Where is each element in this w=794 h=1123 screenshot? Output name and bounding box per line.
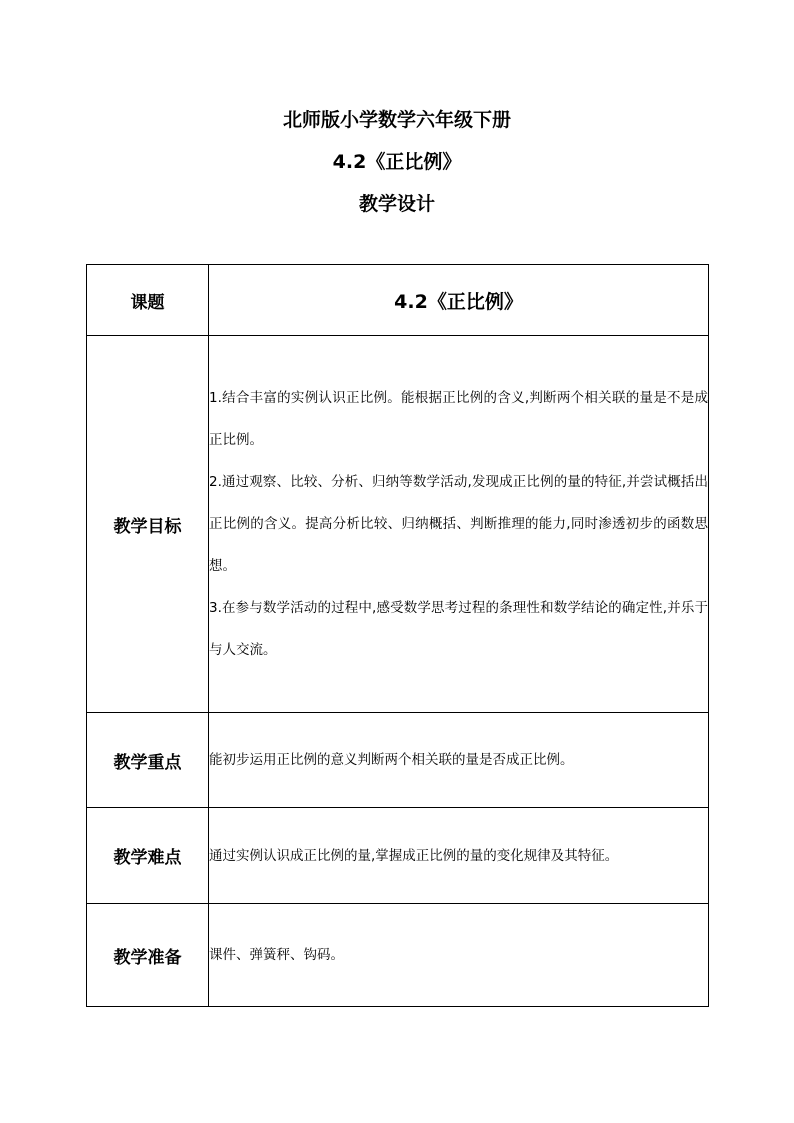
objective-item-2: 2.通过观察、比较、分析、归纳等数学活动,发现成正比例的量的特征,并尝试概括出正比例的含义。提高分析比较、归纳概括、判断推理的能力,同时渗透初步的函数思想。 (209, 474, 708, 574)
objectives-content (209, 336, 709, 713)
preparation-label: 教学准备 (87, 904, 209, 1007)
key-points-value: 能初步运用正比例的意义判断两个相关联的量是否成正比例。 (209, 713, 709, 808)
objective-item-1: 1.结合丰富的实例认识正比例。能根据正比例的含义,判断两个相关联的量是不是成正比例。 (209, 390, 708, 448)
objective-item-3: 3.在参与数学活动的过程中,感受数学思考过程的条理性和数学结论的确定性,并乐于与人交流。 (209, 600, 708, 658)
table-row-objectives (87, 336, 709, 713)
table-row-preparation (87, 904, 709, 1007)
topic-value: 4.2《正比例》 (209, 265, 709, 336)
objectives-label: 教学目标 (87, 336, 209, 713)
document-subtitle: 教学设计 (358, 193, 435, 215)
topic-label: 课题 (87, 265, 209, 336)
lesson-plan-table (86, 264, 709, 1007)
table-row-key-points (87, 713, 709, 808)
document-title: 北师版小学数学六年级下册 (282, 109, 511, 131)
table-row-difficulties (87, 808, 709, 904)
key-points-label: 教学重点 (87, 713, 209, 808)
difficulties-label: 教学难点 (87, 808, 209, 904)
difficulties-value: 通过实例认识成正比例的量,掌握成正比例的量的变化规律及其特征。 (209, 808, 709, 904)
table-row-topic (87, 265, 709, 336)
preparation-value: 课件、弹簧秤、钩码。 (209, 904, 709, 1007)
lesson-title: 4.2《正比例》 (332, 151, 462, 173)
